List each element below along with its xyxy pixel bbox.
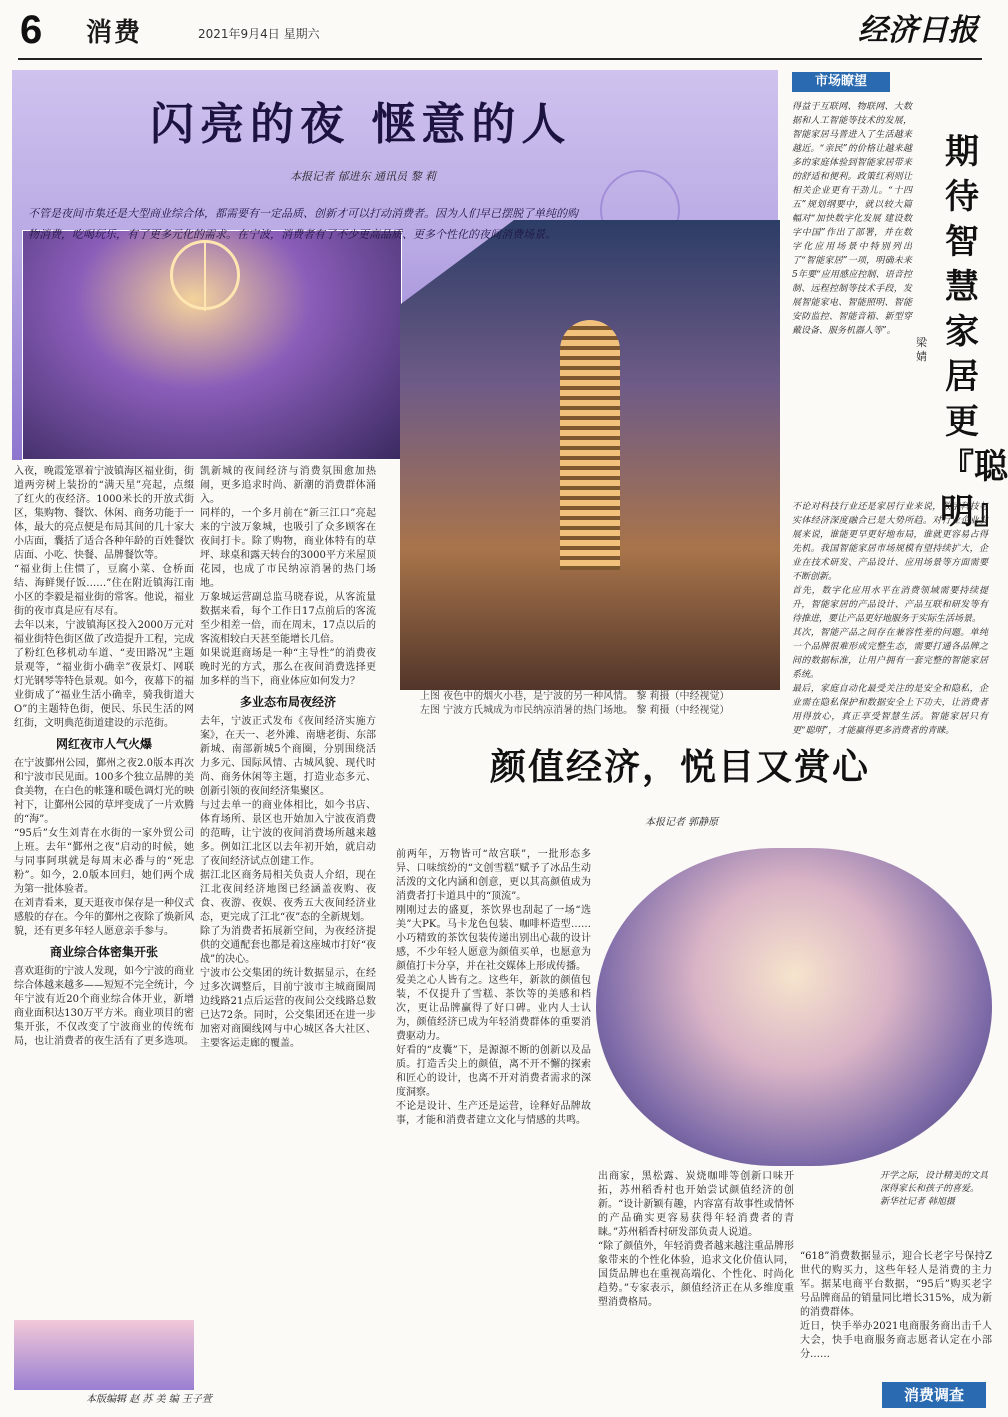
feature-title: 闪亮的夜 惬意的人 — [150, 99, 572, 150]
header-rule — [18, 58, 982, 60]
paragraph: 宁波市公交集团的统计数据显示，在经过多次调整后，目前宁波市主城商圈周边线路21点后运营的夜间公交线路总数已达72条。同时，公交集团还在进一步加密对商圈线网与中心城区各大社区、主要客运走廊的覆盖。 — [200, 968, 376, 1049]
paragraph: 好看的“皮囊”下，是源源不断的创新以及品质。打造舌尖上的颜值，离不开不懈的探索和匠心的设计，也离不开对消费者需求的深度洞察。 — [396, 1045, 591, 1098]
paragraph: 同样的，一个多月前在“新三江口”亮起来的宁波万象城，也吸引了众多顾客在夜间打卡。除了购物，商业体特有的草坪、球桌和露天转台的3000平方米屋顶花园，也成了市民纳凉消暑的热门场地。 — [200, 508, 376, 589]
paragraph: “福业街上住惯了，豆腐小菜、仓桥面结、海鲜煲仔饭……”住在附近镇海江南小区的李毅是福业街的常客。他说，福业街的夜市真是应有尽有。 — [14, 564, 194, 617]
paragraph: 得益于互联网、物联网、大数据和人工智能等技术的发展，智能家居马普进入了生活越来越近。“亲民”的价格让越来越多的家庭体验到智能家居带来的舒适和便利。政策红利则让相关企业更有干劲儿。“十四五”规划纲要中，就以较大篇幅对“加快数字化发展 建设数字中国”作出了部署，并在数字化应用场景中特别列出了“智能家居”一项，明确未来5年要“应用感应控制、语音控制、远程控制等技术手段，发展智能家电、智能照明、智能安防监控、智能音箱、新型穿戴设备、服务机器人等”。 — [792, 102, 912, 336]
article-column-1 — [14, 465, 194, 1390]
commentary-body — [792, 100, 912, 338]
commentary-author: 梁婧 — [916, 336, 927, 363]
article-column-5 — [800, 1250, 992, 1395]
second-article-title: 颜值经济，悦目又赏心 — [490, 747, 871, 788]
city-skyline-graphic — [14, 1320, 194, 1390]
photo-captions — [420, 690, 780, 718]
page-number: 6 — [20, 8, 43, 52]
paragraph: 首先，数字化应用水平在消费领域需要持续提升，智能家居的产品设计、产品互联和研发等有待推进，要让产品更好地服务于实际生活场景。 — [792, 586, 988, 624]
skyscraper-graphic — [560, 320, 620, 570]
paragraph: 去年，宁波正式发布《夜间经济实施方案》，在天一、老外滩、南塘老街、东部新城、南部新城5个商圈，分别围绕活力多元、国际风情、古城风貌、现代时尚、商务休闲等主题，打造业态多元、创新引领的夜间经济集聚区。 — [200, 716, 376, 797]
consumer-survey-tag: 消费调查 — [882, 1382, 986, 1408]
commentary-title: 期待智慧家居更『聪明』 — [940, 132, 1008, 532]
paragraph: “95后”女生刘青在水街的一家外贸公司上班。去年“鄞州之夜”启动的时候，她与同事阿琪就是每周末必番与的“死忠粉”。如今，2.0版本回归，她们两个成为第一批体验者。 — [14, 828, 194, 895]
paragraph: 喜欢逛街的宁波人发现，如今宁波的商业综合体越来越多——短短不完全统计，今年宁波有近20个商业综合体开业，新增商业面积达130万平方米。商业项目的密集开张，不仅改变了宁波商业的传统布局，也让消费者的夜生活有了更多选项。 — [14, 966, 194, 1047]
paragraph: 去年以来，宁波镇海区投入2000万元对福业街特色街区做了改造提升工程，完成了粉红色移机动车道、“麦田路况”主题景观等，“福业街小确幸”夜景灯、网联灯光钢琴等特色景观。如今，夜幕下的福业街成了“福业生活小确幸，骑我街道大O”的主题特色街，便民、乐民生活的网红街，文明典范街道建设的示范街。 — [14, 620, 194, 729]
paragraph: 其次，智能产品之间存在兼容性差的问题。单纯一个品牌很难形成完整生态，需要打通各品牌之间的数据标准，让用户拥有一套完整的智能家居系统。 — [792, 628, 988, 680]
subheading: 网红夜市人气火爆 — [55, 737, 152, 751]
stationery-shop-photo — [596, 848, 992, 1166]
feature-byline: 本报记者 郁进东 通讯员 黎 莉 — [290, 170, 436, 183]
section-name: 消费 — [86, 18, 143, 48]
caption-top: 上图 夜色中的烟火小巷，是宁波的另一种风情。 黎 莉摄（中经视觉） — [420, 691, 730, 702]
feature-lead: 不管是夜间市集还是大型商业综合体，都需要有一定品质、创新才可以打动消费者。因为人们早已摆脱了单纯的购物消费，吃喝玩乐，有了更多元化的需求。在宁波，消费者有了不少更高品质、更多个性化的夜间消费场景。 — [28, 207, 578, 241]
issue-date: 2021年9月4日 星期六 — [198, 27, 320, 41]
article-column-3 — [396, 848, 591, 1393]
subheading: 商业综合体密集开张 — [49, 945, 158, 959]
paragraph: 不论对科技行业还是家居行业来说，数字科技与实体经济深度融合已是大势所趋。对行业企业发展来说，谁能更早更好地布局，谁就更容易占得先机。我国智能家居市场规模有望持续扩大，企业在技术研发、产品设计、应用场景等方面需要不断创新。 — [792, 502, 988, 582]
paragraph: 出商家，黑松露、炭烧咖啡等创新口味开拓，苏州稻香村也开始尝试颜值经济的创新。“设计新颖有趣，内容富有故事性或情怀的产品确实更容易获得年轻消费者的青睐。”苏州稻香村研发部负责人说道。 — [598, 1171, 794, 1238]
paragraph: “除了颜值外，年轻消费者越来越注重品牌形象带来的个性化体验，追求文化价值认同，国货品牌也在重视高端化、个性化、时尚化趋势。”专家表示，颜值经济正在从多维度重塑消费格局。 — [598, 1241, 794, 1308]
paragraph: 前两年，万物皆可“故宫联”，一批形态多异、口味缤纷的“文创雪糕”赋予了冰品生动活泼的文化内涵和创意，更以其高颜值成为消费者打卡道具中的“顶流”。 — [396, 849, 591, 902]
paragraph: 凯新城的夜间经济与消费氛围愈加热闹，更多追求时尚、新潮的消费群体涌入。 — [200, 466, 376, 505]
paragraph: 近日，快手举办2021电商服务商出击千人大会，快手电商服务商志愿者认定在小部分…… — [800, 1321, 992, 1360]
paragraph: 刚刚过去的盛夏，茶饮界也刮起了一场“选美”大PK。马卡龙色包装、咖啡杯造型……小巧精致的茶饮包装传递出别出心裁的设计感，不少年轻人愿意为颜值买单，也愿意为颜值打卡分享，并在社交媒体上形成传播。 — [396, 905, 591, 972]
paragraph: “618”消费数据显示，迎合长老字号保持Z世代的购买力，这些年轻人是消费的主力军。据某电商平台数据，“95后”购买老字号品牌商品的销量同比增长315%，成为新的消费群体。 — [800, 1251, 992, 1318]
paragraph: 在宁波鄞州公园，鄞州之夜2.0版本再次和宁波市民见面。100多个独立品牌的美食美物，在白色的帐篷和暖色调灯光的映衬下，让鄞州公园的草坪变成了一片欢腾的“海”。 — [14, 758, 194, 825]
shop-photo-caption: 开学之际，设计精美的文具深得家长和孩子的喜爱。 新华社记者 韩旭摄 — [880, 1171, 989, 1207]
second-article-byline: 本报记者 郭静原 — [645, 817, 719, 828]
commentary-body-continued — [792, 500, 988, 738]
paragraph: 最后，家庭自动化最受关注的是安全和隐私，企业需在隐私保护和数据安全上下功夫，让消费者用得放心，真正享受智慧生活。智能家居只有更“聪明”，才能赢得更多消费者的青睐。 — [792, 684, 988, 736]
caption-left: 左图 宁波方氏城成为市民纳凉消暑的热门场地。 黎 莉摄（中经视觉） — [420, 705, 730, 716]
market-watch-tag: 市场瞭望 — [792, 72, 890, 92]
page-header — [0, 0, 1000, 62]
paragraph: 入夜，晚霞笼罩着宁波镇海区福业街，街道两旁树上装扮的“满天星”亮起，点缀了红火的夜经济。1000米长的开放式街区，集购物、餐饮、休闲、商务功能于一体，最大的亮点便是布局其间的几十家大小店面，囊括了适合各种年龄的百姓餐饮店面、小吃、快餐、品牌餐饮等。 — [14, 466, 194, 561]
paragraph: 不论是设计、生产还是运营，诠释好品牌故事，才能和消费者建立文化与情感的共鸣。 — [396, 1101, 591, 1126]
paragraph: 除了为消费者拓展新空间，为夜经济提供的交通配套也都是着这座城市打好“夜战”的决心。 — [200, 926, 376, 965]
paragraph: 在刘青看来，夏天逛夜市保存是一种仪式感般的存在。今年的鄞州之夜除了焕新风貌，还有更多年轻人愿意亲手参与。 — [14, 898, 194, 937]
paragraph: 据江北区商务局相关负责人介绍，现在江北夜间经济地图已经涵盖夜购、夜食、夜游、夜娱、夜秀五大夜间经济业态，更完成了江北“夜”态的全新规划。 — [200, 870, 376, 923]
paragraph: 爱美之心人皆有之。这些年，新款的颜值包装，不仅提升了雪糕、茶饮等的美感和档次，更让品牌赢得了好口碑。业内人士认为，颜值经济已成为年轻消费群体的重要消费驱动力。 — [396, 975, 591, 1042]
ferris-wheel-icon — [170, 240, 240, 310]
paragraph: 如果说逛商场是一种“主导性”的消费夜晚时光的方式，那么在夜间消费选择更加多样的当下，商业体应如何发力？ — [200, 648, 376, 687]
paragraph: 与过去单一的商业体相比，如今书店、体育场所、景区也开始加入宁波夜消费的范畴，让宁波的夜间消费场所越来越多。例如江北区以去年初开始，就启动了夜间经济试点创建工作。 — [200, 800, 376, 867]
paragraph: 万象城运营副总监马晓春说，从客流量数据来看，每个工作日17点前后的客流至少相差一倍，而在周末，17点以后的客流相较白天甚至能增长几倍。 — [200, 592, 376, 645]
editors-credit: 本版编辑 赵 苏 美 编 王子萱 — [86, 1394, 212, 1405]
article-column-2 — [200, 465, 376, 1390]
newspaper-masthead: 经济日报 — [858, 13, 978, 48]
article-column-4 — [598, 1170, 794, 1395]
subheading: 多业态布局夜经济 — [239, 695, 336, 709]
